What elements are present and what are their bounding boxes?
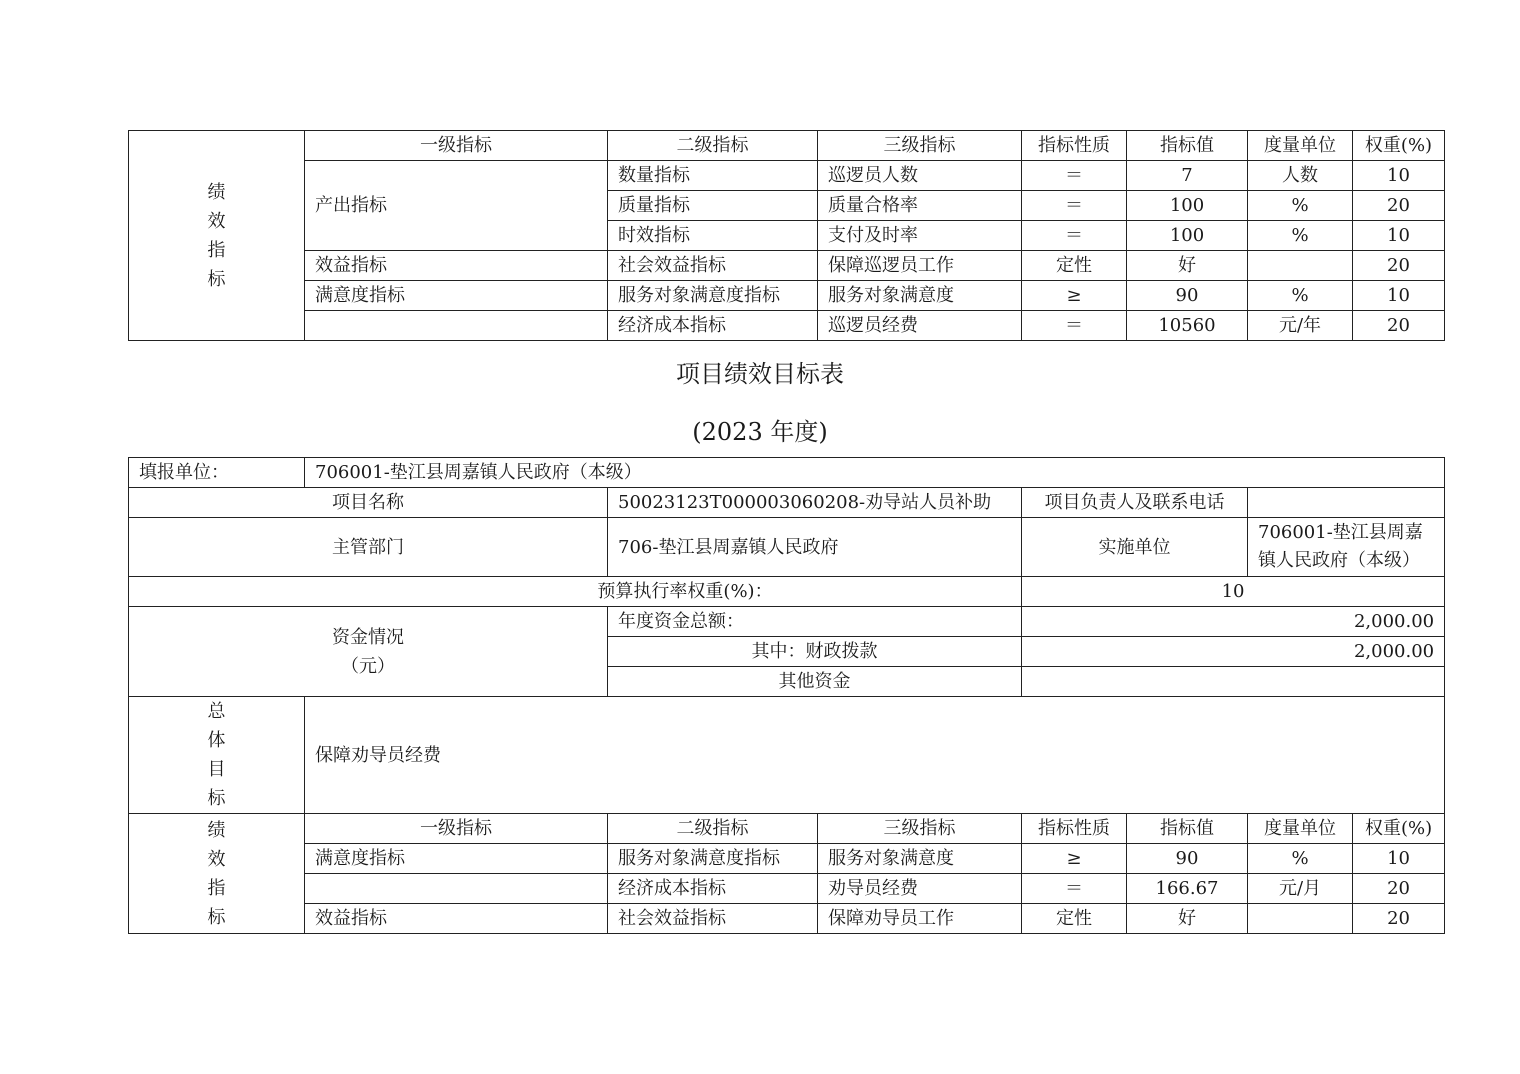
nature-cell: ＝ xyxy=(1022,191,1127,221)
l2-cell: 服务对象满意度指标 xyxy=(608,281,818,311)
vchar: 效 xyxy=(207,210,226,232)
top-indicator-table xyxy=(128,130,1445,341)
filing-unit-value: 706001-垫江县周嘉镇人民政府（本级） xyxy=(305,458,1445,488)
filing-unit-row xyxy=(129,458,1445,488)
nature-cell: ≥ xyxy=(1022,844,1127,874)
l2-cell: 时效指标 xyxy=(608,221,818,251)
l1-cell: 效益指标 xyxy=(305,904,608,934)
vchar: 体 xyxy=(207,730,226,751)
header-weight: 权重(%) xyxy=(1353,814,1445,844)
header-weight: 权重(%) xyxy=(1353,131,1445,161)
header-value: 指标值 xyxy=(1127,814,1248,844)
value-cell: 166.67 xyxy=(1127,874,1248,904)
l2-cell: 社会效益指标 xyxy=(608,904,818,934)
l2-cell: 数量指标 xyxy=(608,161,818,191)
project-performance-table xyxy=(128,457,1445,934)
l3-cell: 服务对象满意度 xyxy=(818,281,1022,311)
value-cell: 100 xyxy=(1127,191,1248,221)
section-label-performance xyxy=(129,131,305,341)
nature-cell: ＝ xyxy=(1022,874,1127,904)
vchar: 效 xyxy=(207,848,226,870)
funds-label-text: 资金情况 xyxy=(332,626,404,648)
vchar: 标 xyxy=(207,788,226,809)
value-cell: 90 xyxy=(1127,281,1248,311)
vchar: 总 xyxy=(207,701,226,722)
page-title: 项目绩效目标表 xyxy=(676,360,844,388)
project-name-row xyxy=(129,488,1445,518)
nature-cell: ＝ xyxy=(1022,161,1127,191)
budget-rate-row xyxy=(129,577,1445,607)
impl-unit-value: 706001-垫江县周嘉镇人民政府（本级） xyxy=(1248,518,1445,577)
unit-cell xyxy=(1248,904,1353,934)
impl-unit-label: 实施单位 xyxy=(1022,518,1248,577)
header-unit: 度量单位 xyxy=(1248,814,1353,844)
header-row xyxy=(129,131,1445,161)
annual-total-value: 2,000.00 xyxy=(1022,607,1445,637)
l2-cell: 经济成本指标 xyxy=(608,311,818,341)
l1-cell: 效益指标 xyxy=(305,251,608,281)
other-funds-value xyxy=(1022,667,1445,697)
l3-cell: 巡逻员人数 xyxy=(818,161,1022,191)
l3-cell: 服务对象满意度 xyxy=(818,844,1022,874)
project-name-label: 项目名称 xyxy=(129,488,608,518)
dept-label: 主管部门 xyxy=(129,518,608,577)
unit-cell: % xyxy=(1248,844,1353,874)
nature-cell: ＝ xyxy=(1022,221,1127,251)
value-cell: 10560 xyxy=(1127,311,1248,341)
value-cell: 90 xyxy=(1127,844,1248,874)
header-unit: 度量单位 xyxy=(1248,131,1353,161)
weight-cell: 20 xyxy=(1353,904,1445,934)
header-value: 指标值 xyxy=(1127,131,1248,161)
table-row xyxy=(129,311,1445,341)
unit-cell: % xyxy=(1248,281,1353,311)
vchar: 标 xyxy=(207,268,226,290)
unit-cell: 人数 xyxy=(1248,161,1353,191)
other-funds-label: 其他资金 xyxy=(608,667,1022,697)
value-cell: 100 xyxy=(1127,221,1248,251)
unit-cell: % xyxy=(1248,191,1353,221)
overall-goal-text: 保障劝导员经费 xyxy=(305,697,1445,814)
header-l1: 一级指标 xyxy=(305,814,608,844)
l2-cell: 经济成本指标 xyxy=(608,874,818,904)
l3-cell: 保障劝导员工作 xyxy=(818,904,1022,934)
header-nature: 指标性质 xyxy=(1022,814,1127,844)
unit-cell: 元/年 xyxy=(1248,311,1353,341)
unit-cell: % xyxy=(1248,221,1353,251)
l2-cell: 社会效益指标 xyxy=(608,251,818,281)
dept-value: 706-垫江县周嘉镇人民政府 xyxy=(608,518,1022,577)
l2-cell: 服务对象满意度指标 xyxy=(608,844,818,874)
l3-cell: 支付及时率 xyxy=(818,221,1022,251)
weight-cell: 20 xyxy=(1353,251,1445,281)
overall-goal-label xyxy=(129,697,305,814)
weight-cell: 10 xyxy=(1353,161,1445,191)
table-row xyxy=(129,251,1445,281)
nature-cell: ＝ xyxy=(1022,311,1127,341)
contact-label: 项目负责人及联系电话 xyxy=(1022,488,1248,518)
l1-cell: 产出指标 xyxy=(305,161,608,251)
weight-cell: 20 xyxy=(1353,874,1445,904)
header-nature: 指标性质 xyxy=(1022,131,1127,161)
header-l3: 三级指标 xyxy=(818,814,1022,844)
weight-cell: 10 xyxy=(1353,844,1445,874)
funds-label xyxy=(129,607,608,697)
weight-cell: 10 xyxy=(1353,221,1445,251)
funds-row xyxy=(129,607,1445,637)
vchar: 指 xyxy=(207,239,226,261)
l3-cell: 劝导员经费 xyxy=(818,874,1022,904)
table-row xyxy=(129,844,1445,874)
budget-rate-value: 10 xyxy=(1022,577,1445,607)
weight-cell: 10 xyxy=(1353,281,1445,311)
l1-cell: 满意度指标 xyxy=(305,844,608,874)
header-l1: 一级指标 xyxy=(305,131,608,161)
nature-cell: ≥ xyxy=(1022,281,1127,311)
l1-cell xyxy=(305,311,608,341)
l3-cell: 质量合格率 xyxy=(818,191,1022,221)
contact-value xyxy=(1248,488,1445,518)
unit-cell: 元/月 xyxy=(1248,874,1353,904)
value-cell: 好 xyxy=(1127,904,1248,934)
fiscal-value: 2,000.00 xyxy=(1022,637,1445,667)
unit-cell xyxy=(1248,251,1353,281)
header-l2: 二级指标 xyxy=(608,814,818,844)
nature-cell: 定性 xyxy=(1022,904,1127,934)
project-name-value: 50023123T000003060208-劝导站人员补助 xyxy=(608,488,1022,518)
vchar: 绩 xyxy=(207,819,226,841)
weight-cell: 20 xyxy=(1353,191,1445,221)
funds-unit-text: （元） xyxy=(341,655,395,677)
annual-total-label: 年度资金总额： xyxy=(608,607,1022,637)
l1-cell: 满意度指标 xyxy=(305,281,608,311)
value-cell: 好 xyxy=(1127,251,1248,281)
weight-cell: 20 xyxy=(1353,311,1445,341)
header-l3: 三级指标 xyxy=(818,131,1022,161)
table-row xyxy=(129,904,1445,934)
l3-cell: 巡逻员经费 xyxy=(818,311,1022,341)
vchar: 标 xyxy=(207,906,226,928)
vchar: 目 xyxy=(207,759,226,780)
table-row xyxy=(129,281,1445,311)
filing-unit-label: 填报单位： xyxy=(129,458,305,488)
header-l2: 二级指标 xyxy=(608,131,818,161)
table-row xyxy=(129,874,1445,904)
fiscal-label: 其中：财政拨款 xyxy=(608,637,1022,667)
header-row xyxy=(129,814,1445,844)
table-row xyxy=(129,161,1445,191)
vchar: 指 xyxy=(207,877,226,899)
section-label-performance xyxy=(129,814,305,934)
l1-cell xyxy=(305,874,608,904)
l2-cell: 质量指标 xyxy=(608,191,818,221)
overall-goal-row xyxy=(129,697,1445,814)
value-cell: 7 xyxy=(1127,161,1248,191)
dept-row xyxy=(129,518,1445,577)
budget-rate-label: 预算执行率权重(%)： xyxy=(129,577,1022,607)
nature-cell: 定性 xyxy=(1022,251,1127,281)
l3-cell: 保障巡逻员工作 xyxy=(818,251,1022,281)
vchar: 绩 xyxy=(207,181,226,203)
page-subtitle-year: (2023 年度) xyxy=(692,418,828,446)
